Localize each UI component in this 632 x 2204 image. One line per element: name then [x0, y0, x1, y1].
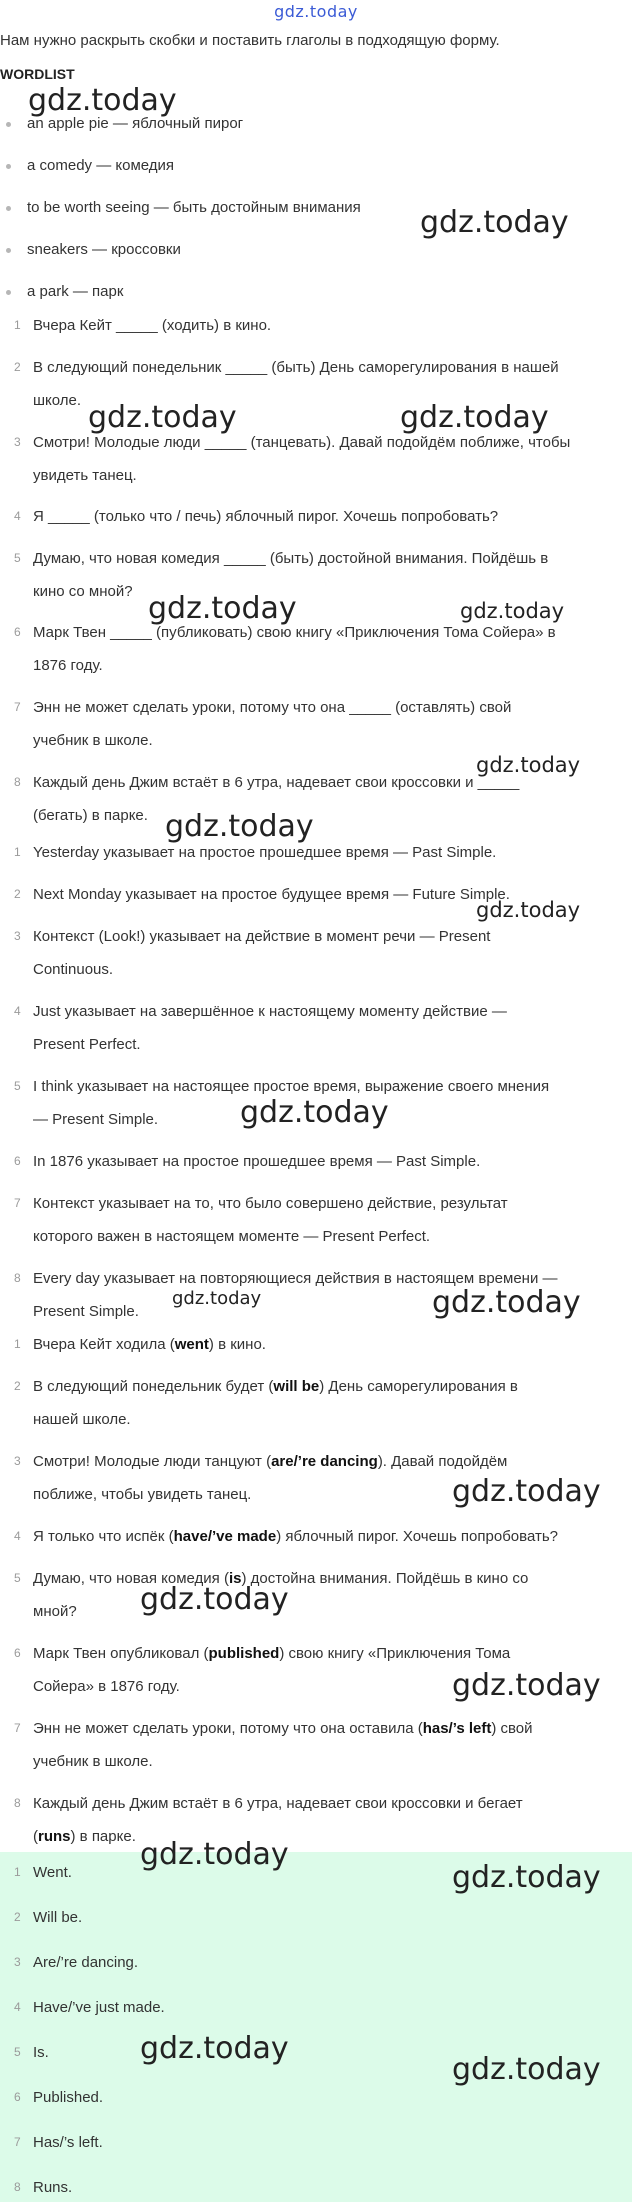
watermark-text: gdz.today: [140, 2031, 289, 2066]
item-number: 8: [14, 2180, 21, 2194]
item-number: 1: [14, 318, 21, 332]
watermark-text: gdz.today: [476, 898, 581, 922]
answer-highlight: are/’re dancing: [271, 1453, 378, 1470]
item-number: 6: [14, 1154, 21, 1168]
item-text: Published.: [33, 2089, 104, 2106]
item-number: 2: [14, 1379, 21, 1393]
item-text: Думаю, что новая комедия (is) достойна внимания. Пойдёшь в кино со мной?: [33, 1570, 529, 1620]
item-number: 7: [14, 1196, 21, 1210]
task-instruction: Нам нужно раскрыть скобки и поставить глаголы в подходящую форму.: [0, 32, 500, 49]
bullet-icon: [6, 248, 11, 253]
watermark-text: gdz.today: [28, 83, 177, 118]
item-text: Yesterday указывает на простое прошедшее время — Past Simple.: [33, 844, 497, 861]
wordlist-item: [0, 156, 174, 176]
item-number: 3: [14, 1955, 21, 1969]
wordlist-item-text: a park — парк: [27, 283, 124, 300]
answer-highlight: is: [228, 1570, 242, 1587]
item-text: Вчера Кейт _____ (ходить) в кино.: [33, 317, 272, 334]
item-text: Just указывает на завершённое к настоящему моменту действие — Present Perfect.: [33, 1003, 507, 1053]
wordlist-item-text: to be worth seeing — быть достойным внимания: [27, 199, 361, 216]
item-number: 7: [14, 1721, 21, 1735]
item-text: Марк Твен опубликовал (published) свою книгу «Приключения Тома Сойера» в 1876 году.: [33, 1645, 511, 1695]
answer-highlight: went: [174, 1336, 209, 1353]
watermark-text: gdz.today: [140, 1582, 289, 1617]
item-number: 2: [14, 360, 21, 374]
item-number: 4: [14, 509, 21, 523]
answer-highlight: has/’s left: [422, 1720, 492, 1737]
item-number: 3: [14, 1454, 21, 1468]
wordlist-item: [0, 240, 181, 260]
watermark-text: gdz.today: [476, 753, 581, 777]
item-text: Every day указывает на повторяющиеся действия в настоящем времени — Present Simple.: [33, 1270, 558, 1320]
item-text: Энн не может сделать уроки, потому что она _____ (оставлять) свой учебник в школе.: [33, 699, 512, 749]
item-text: Has/’s left.: [33, 2134, 103, 2151]
watermark-text: gdz.today: [432, 1285, 581, 1320]
item-number: 4: [14, 1004, 21, 1018]
answer-highlight: published: [208, 1645, 280, 1662]
item-text: Я _____ (только что / печь) яблочный пирог. Хочешь попробовать?: [33, 508, 499, 525]
item-number: 6: [14, 625, 21, 639]
item-number: 5: [14, 2045, 21, 2059]
item-number: 1: [14, 845, 21, 859]
item-text: Марк Твен _____ (публиковать) свою книгу «Приключения Тома Сойера» в 1876 году.: [33, 624, 556, 674]
item-number: 4: [14, 2000, 21, 2014]
bullet-icon: [6, 206, 11, 211]
bullet-icon: [6, 122, 11, 127]
answer-highlight: runs: [38, 1828, 71, 1845]
item-text: Are/’re dancing.: [33, 1954, 139, 1971]
item-text: In 1876 указывает на простое прошедшее время — Past Simple.: [33, 1153, 481, 1170]
bullet-icon: [6, 290, 11, 295]
watermark-text: gdz.today: [452, 1860, 601, 1895]
item-number: 5: [14, 551, 21, 565]
answer-highlight: have/’ve made: [173, 1528, 277, 1545]
item-number: 8: [14, 775, 21, 789]
item-text: Контекст (Look!) указывает на действие в момент речи — Present Continuous.: [33, 928, 491, 978]
item-text: В следующий понедельник будет (will be) День саморегулирования в нашей школе.: [33, 1378, 518, 1428]
item-text: Вчера Кейт ходила (went) в кино.: [33, 1336, 266, 1353]
item-text: I think указывает на настоящее простое время, выражение своего мнения — Present Simple.: [33, 1078, 550, 1128]
watermark-text: gdz.today: [172, 1288, 262, 1309]
item-number: 6: [14, 1646, 21, 1660]
watermark-text: gdz.today: [140, 1837, 289, 1872]
item-number: 8: [14, 1271, 21, 1285]
wordlist-title: WORDLIST: [0, 66, 75, 82]
item-text: Will be.: [33, 1909, 83, 1926]
item-number: 3: [14, 929, 21, 943]
item-number: 7: [14, 2135, 21, 2149]
item-number: 1: [14, 1865, 21, 1879]
item-text: Runs.: [33, 2179, 73, 2196]
wordlist-item: [0, 282, 123, 302]
item-text: Контекст указывает на то, что было совершено действие, результат которого важен в настоящем моменте — Present Perfect.: [33, 1195, 508, 1245]
watermark-text: gdz.today: [452, 2052, 601, 2087]
item-number: 8: [14, 1796, 21, 1810]
watermark-text: gdz.today: [400, 400, 549, 435]
item-number: 6: [14, 2090, 21, 2104]
wordlist-item: [0, 198, 361, 218]
item-text: Каждый день Джим встаёт в 6 утра, надевает свои кроссовки и _____ (бегать) в парке.: [33, 774, 520, 824]
watermark-text: gdz.today: [148, 591, 297, 626]
item-number: 2: [14, 887, 21, 901]
answer-highlight: will be: [273, 1378, 320, 1395]
item-number: 7: [14, 700, 21, 714]
item-text: Смотри! Молодые люди танцуют (are/’re dancing). Давай подойдём поближе, чтобы увидеть танец.: [33, 1453, 508, 1503]
watermark-text: gdz.today: [452, 1474, 601, 1509]
watermark-text: gdz.today: [420, 205, 569, 240]
watermark-text: gdz.today: [88, 400, 237, 435]
wordlist-item-text: a comedy — комедия: [27, 157, 175, 174]
bullet-icon: [6, 164, 11, 169]
item-number: 5: [14, 1079, 21, 1093]
item-text: Have/’ve just made.: [33, 1999, 165, 2016]
site-logo[interactable]: gdz.today: [274, 2, 358, 21]
wordlist-item-text: an apple pie — яблочный пирог: [27, 115, 244, 132]
item-number: 4: [14, 1529, 21, 1543]
item-text: Думаю, что новая комедия _____ (быть) достойной внимания. Пойдёшь в кино со мной?: [33, 550, 549, 600]
item-text: Went.: [33, 1864, 72, 1881]
item-number: 5: [14, 1571, 21, 1585]
item-text: В следующий понедельник _____ (быть) День саморегулирования в нашей школе.: [33, 359, 559, 409]
item-number: 3: [14, 435, 21, 449]
item-text: Я только что испёк (have/’ve made) яблочный пирог. Хочешь попробовать?: [33, 1528, 558, 1545]
watermark-text: gdz.today: [460, 599, 565, 623]
watermark-text: gdz.today: [452, 1668, 601, 1703]
item-number: 1: [14, 1337, 21, 1351]
item-number: 2: [14, 1910, 21, 1924]
item-text: Смотри! Молодые люди _____ (танцевать). Давай подойдём поближе, чтобы увидеть танец.: [33, 434, 571, 484]
item-text: Энн не может сделать уроки, потому что она оставила (has/’s left) свой учебник в школе.: [33, 1720, 533, 1770]
watermark-text: gdz.today: [165, 809, 314, 844]
watermark-text: gdz.today: [240, 1095, 389, 1130]
item-text: Next Monday указывает на простое будущее время — Future Simple.: [33, 886, 510, 903]
item-text: Каждый день Джим встаёт в 6 утра, надевает свои кроссовки и бегает (runs) в парке.: [33, 1795, 523, 1845]
wordlist-item-text: sneakers — кроссовки: [27, 241, 181, 258]
item-text: Is.: [33, 2044, 49, 2061]
